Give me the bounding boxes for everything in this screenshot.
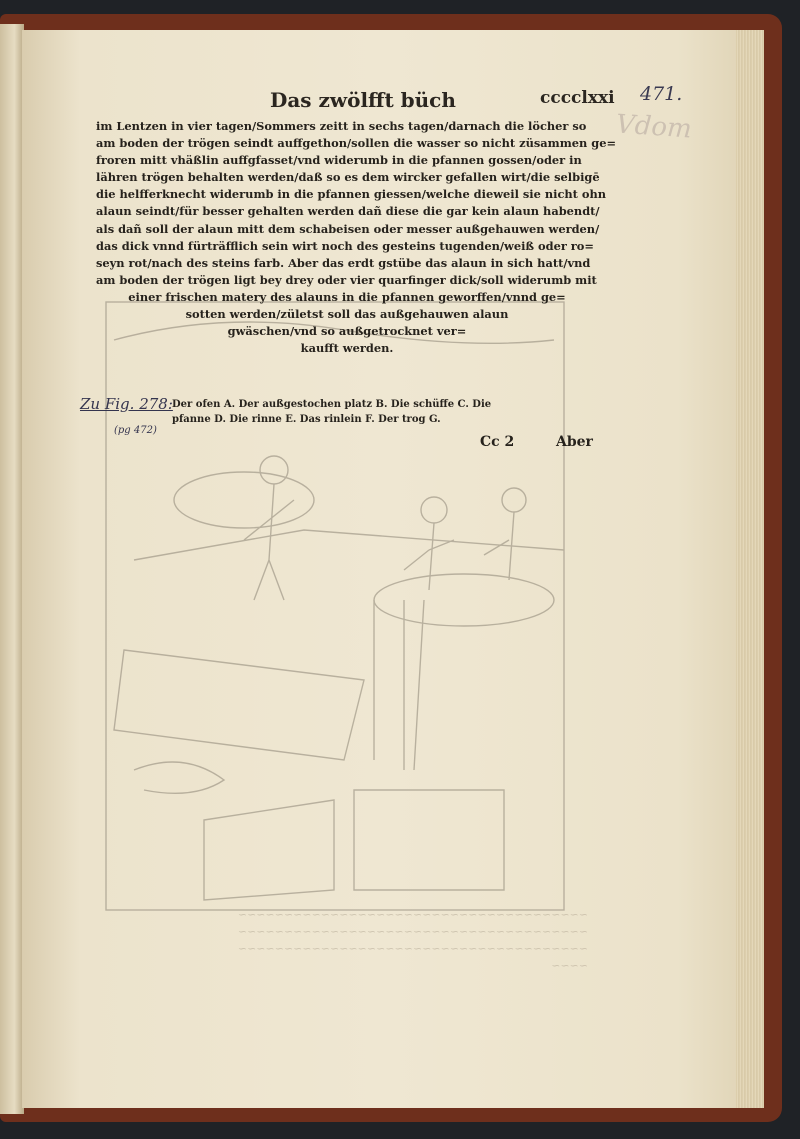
show-through-line: ~~~~~~~~~~~~~~~~~~~~~~~~~~~~~~~~~~~~~~: [237, 925, 588, 938]
running-head-title: Das zwölfft büch: [270, 88, 456, 112]
page-fore-edge: [736, 30, 764, 1108]
text-line: als dañ soll der alaun mitt dem schabeisen oder messer außgehauwen werden/: [96, 221, 600, 236]
text-line: kaufft werden.: [300, 341, 394, 356]
woodcut-worker-1-head: [260, 456, 288, 484]
legend-line: Der ofen A. Der außgestochen platz B. Die schüffe C. Die: [172, 399, 492, 410]
text-line: gwäschen/vnd so außgetrocknet ver=: [227, 324, 467, 339]
text-line: am boden der trögen ligt bey drey oder vier quarfinger dick/soll widerumb mit: [96, 272, 597, 287]
woodcut-trough-3: [354, 790, 504, 890]
running-head: [270, 88, 615, 112]
show-through-line: ~~~~: [551, 959, 588, 972]
text-line: seyn rot/nach des steins farb. Aber das erdt gstübe das alaun in sich hatt/vnd: [96, 255, 591, 270]
show-through-line: ~~~~~~~~~~~~~~~~~~~~~~~~~~~~~~~~~~~~~~: [237, 908, 588, 921]
folio-number: cccclxxi: [540, 88, 615, 108]
catchword: Aber: [556, 434, 593, 450]
handwritten-figure-reference: Zu Fig. 278:: [80, 395, 173, 413]
body-text-block: [96, 118, 616, 357]
woodcut-stand: [374, 600, 424, 770]
woodcut-worker-2: [404, 523, 454, 590]
show-through-text: [98, 906, 588, 974]
woodcut-worker-1: [244, 484, 294, 600]
faint-handwritten-word: Vdom: [615, 109, 693, 145]
text-line: lähren trögen behalten werden/daß so es dem wircker gefallen wirt/die selbigē: [96, 170, 600, 185]
woodcut-trough-2: [204, 800, 334, 900]
woodcut-worker-2-head: [421, 497, 447, 523]
text-line: sotten werden/zületst soll das außgehauwen alaun: [185, 307, 509, 322]
text-line: im Lentzen in vier tagen/Sommers zeitt in sechs tagen/darnach die löcher so: [96, 119, 587, 133]
show-through-line: ~~~~~~~~~~~~~~~~~~~~~~~~~~~~~~~~~~~~~~: [237, 942, 588, 955]
text-line: einer frischen matery des alauns in die pfannen geworffen/vnnd ge=: [128, 289, 566, 304]
handwritten-page-reference: (pg 472): [114, 425, 157, 436]
woodcut-worker-3-head: [502, 488, 526, 512]
woodcut-trough-1: [114, 650, 364, 760]
text-line: froren mitt vhäßlin auffgfasset/vnd widerumb in die pfannen gossen/oder in: [96, 153, 582, 168]
woodcut-frame: [106, 302, 564, 910]
text-line: die helfferknecht widerumb in die pfannen giessen/welche dieweil sie nicht ohn: [96, 187, 607, 202]
text-line: am boden der trögen seindt auffgethon/sollen die wasser so nicht züsammen ge=: [96, 136, 616, 151]
text-line: das dick vnnd fürträfflich sein wirt noch des gesteins tugenden/weiß oder ro=: [96, 238, 594, 253]
signature-mark: Cc 2: [480, 434, 515, 450]
left-page-edge: [0, 24, 24, 1114]
legend-line: pfanne D. Die rinne E. Das rinlein F. Der trog G.: [172, 414, 441, 425]
handwritten-page-number: 471.: [640, 83, 683, 105]
woodcut-illustration: [104, 300, 566, 912]
text-line: alaun seindt/für besser gehalten werden dañ diese die gar kein alaun habendt/: [96, 204, 600, 219]
woodcut-stones: [134, 762, 224, 793]
woodcut-pan: [374, 574, 554, 626]
